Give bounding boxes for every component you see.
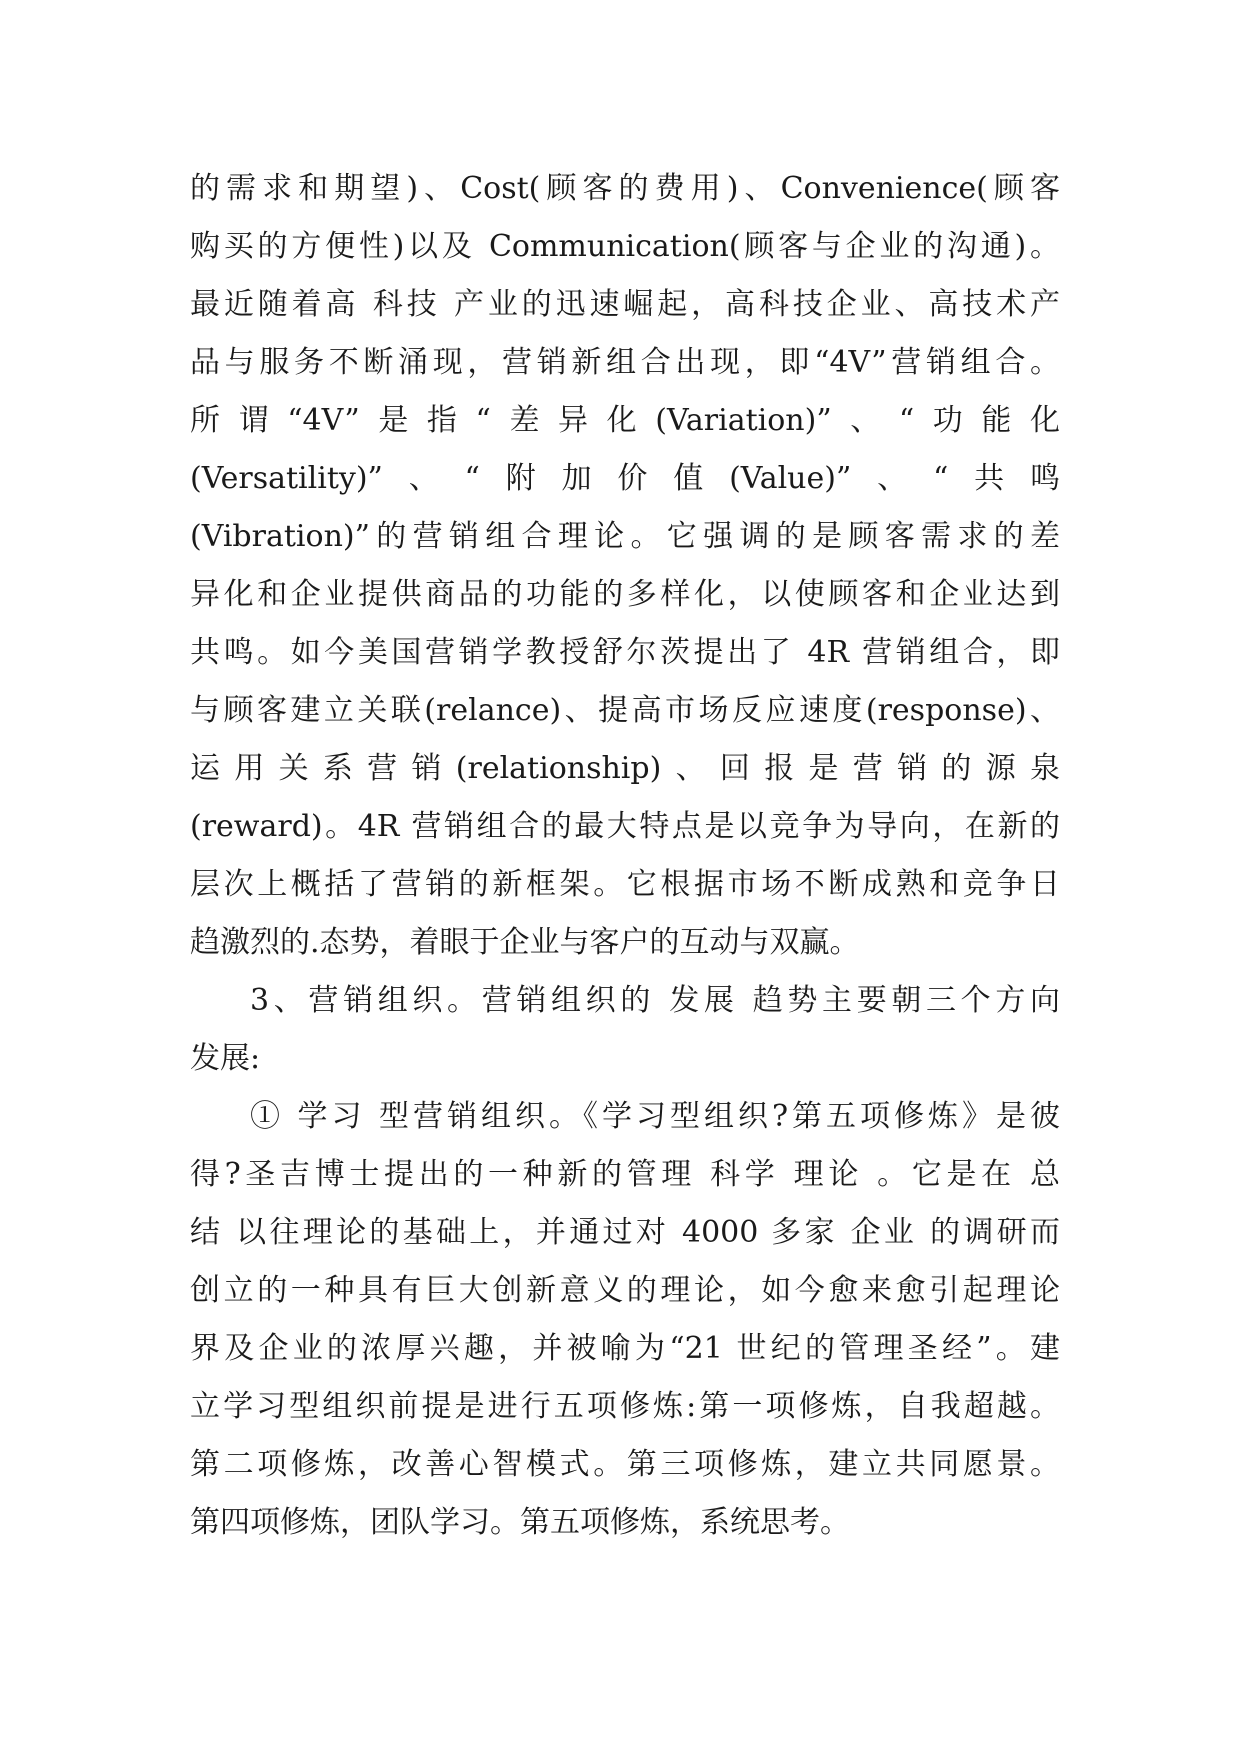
text-line: 第四项修炼，团队学习。第五项修炼，系统思考。 (190, 1505, 850, 1540)
text-line: 结 以往理论的基础上，并通过对 4000 多家 企业 的调研而 (190, 1215, 1060, 1250)
text-line: 界及企业的浓厚兴趣，并被喻为“21 世纪的管理圣经”。建 (190, 1331, 1060, 1366)
text-line: 运用关系营销(relationship)、回报是营销的源泉 (190, 751, 1060, 786)
text-line: 的需求和期望)、Cost(顾客的费用)、Convenience(顾客 (190, 171, 1060, 206)
text-line: 层次上概括了营销的新框架。它根据市场不断成熟和竞争日 (190, 867, 1060, 902)
text-line: 发展: (190, 1041, 261, 1076)
text-line: 所谓“4V”是指“差异化(Variation)”、“功能化 (190, 403, 1060, 438)
text-line: 第二项修炼，改善心智模式。第三项修炼，建立共同愿景。 (190, 1447, 1060, 1482)
text-line: ① 学习 型营销组织。《学习型组织?第五项修炼》是彼 (250, 1099, 1060, 1134)
text-line: (Vibration)”的营销组合理论。它强调的是顾客需求的差 (190, 519, 1060, 554)
text-line: (reward)。4R 营销组合的最大特点是以竞争为导向，在新的 (190, 809, 1060, 844)
text-line: 立学习型组织前提是进行五项修炼:第一项修炼，自我超越。 (190, 1389, 1060, 1424)
text-line: 趋激烈的.态势，着眼于企业与客户的互动与双赢。 (190, 925, 860, 960)
text-line: 创立的一种具有巨大创新意义的理论，如今愈来愈引起理论 (190, 1273, 1060, 1308)
document-body (190, 160, 1060, 1552)
text-line: 最近随着高 科技 产业的迅速崛起，高科技企业、高技术产 (190, 287, 1060, 322)
text-line: 购买的方便性)以及 Communication(顾客与企业的沟通)。 (190, 229, 1060, 264)
text-line: 品与服务不断涌现，营销新组合出现，即“4V”营销组合。 (190, 345, 1060, 380)
text-line: (Versatility)”、“附加价值(Value)”、“共鸣 (190, 461, 1060, 496)
text-line: 异化和企业提供商品的功能的多样化，以使顾客和企业达到 (190, 577, 1060, 612)
text-line: 得?圣吉博士提出的一种新的管理 科学 理论 。它是在 总 (190, 1157, 1060, 1192)
text-line: 共鸣。如今美国营销学教授舒尔茨提出了 4R 营销组合，即 (190, 635, 1060, 670)
text-line: 与顾客建立关联(relance)、提高市场反应速度(response)、 (190, 693, 1060, 728)
text-line: 3、营销组织。营销组织的 发展 趋势主要朝三个方向 (250, 983, 1060, 1018)
